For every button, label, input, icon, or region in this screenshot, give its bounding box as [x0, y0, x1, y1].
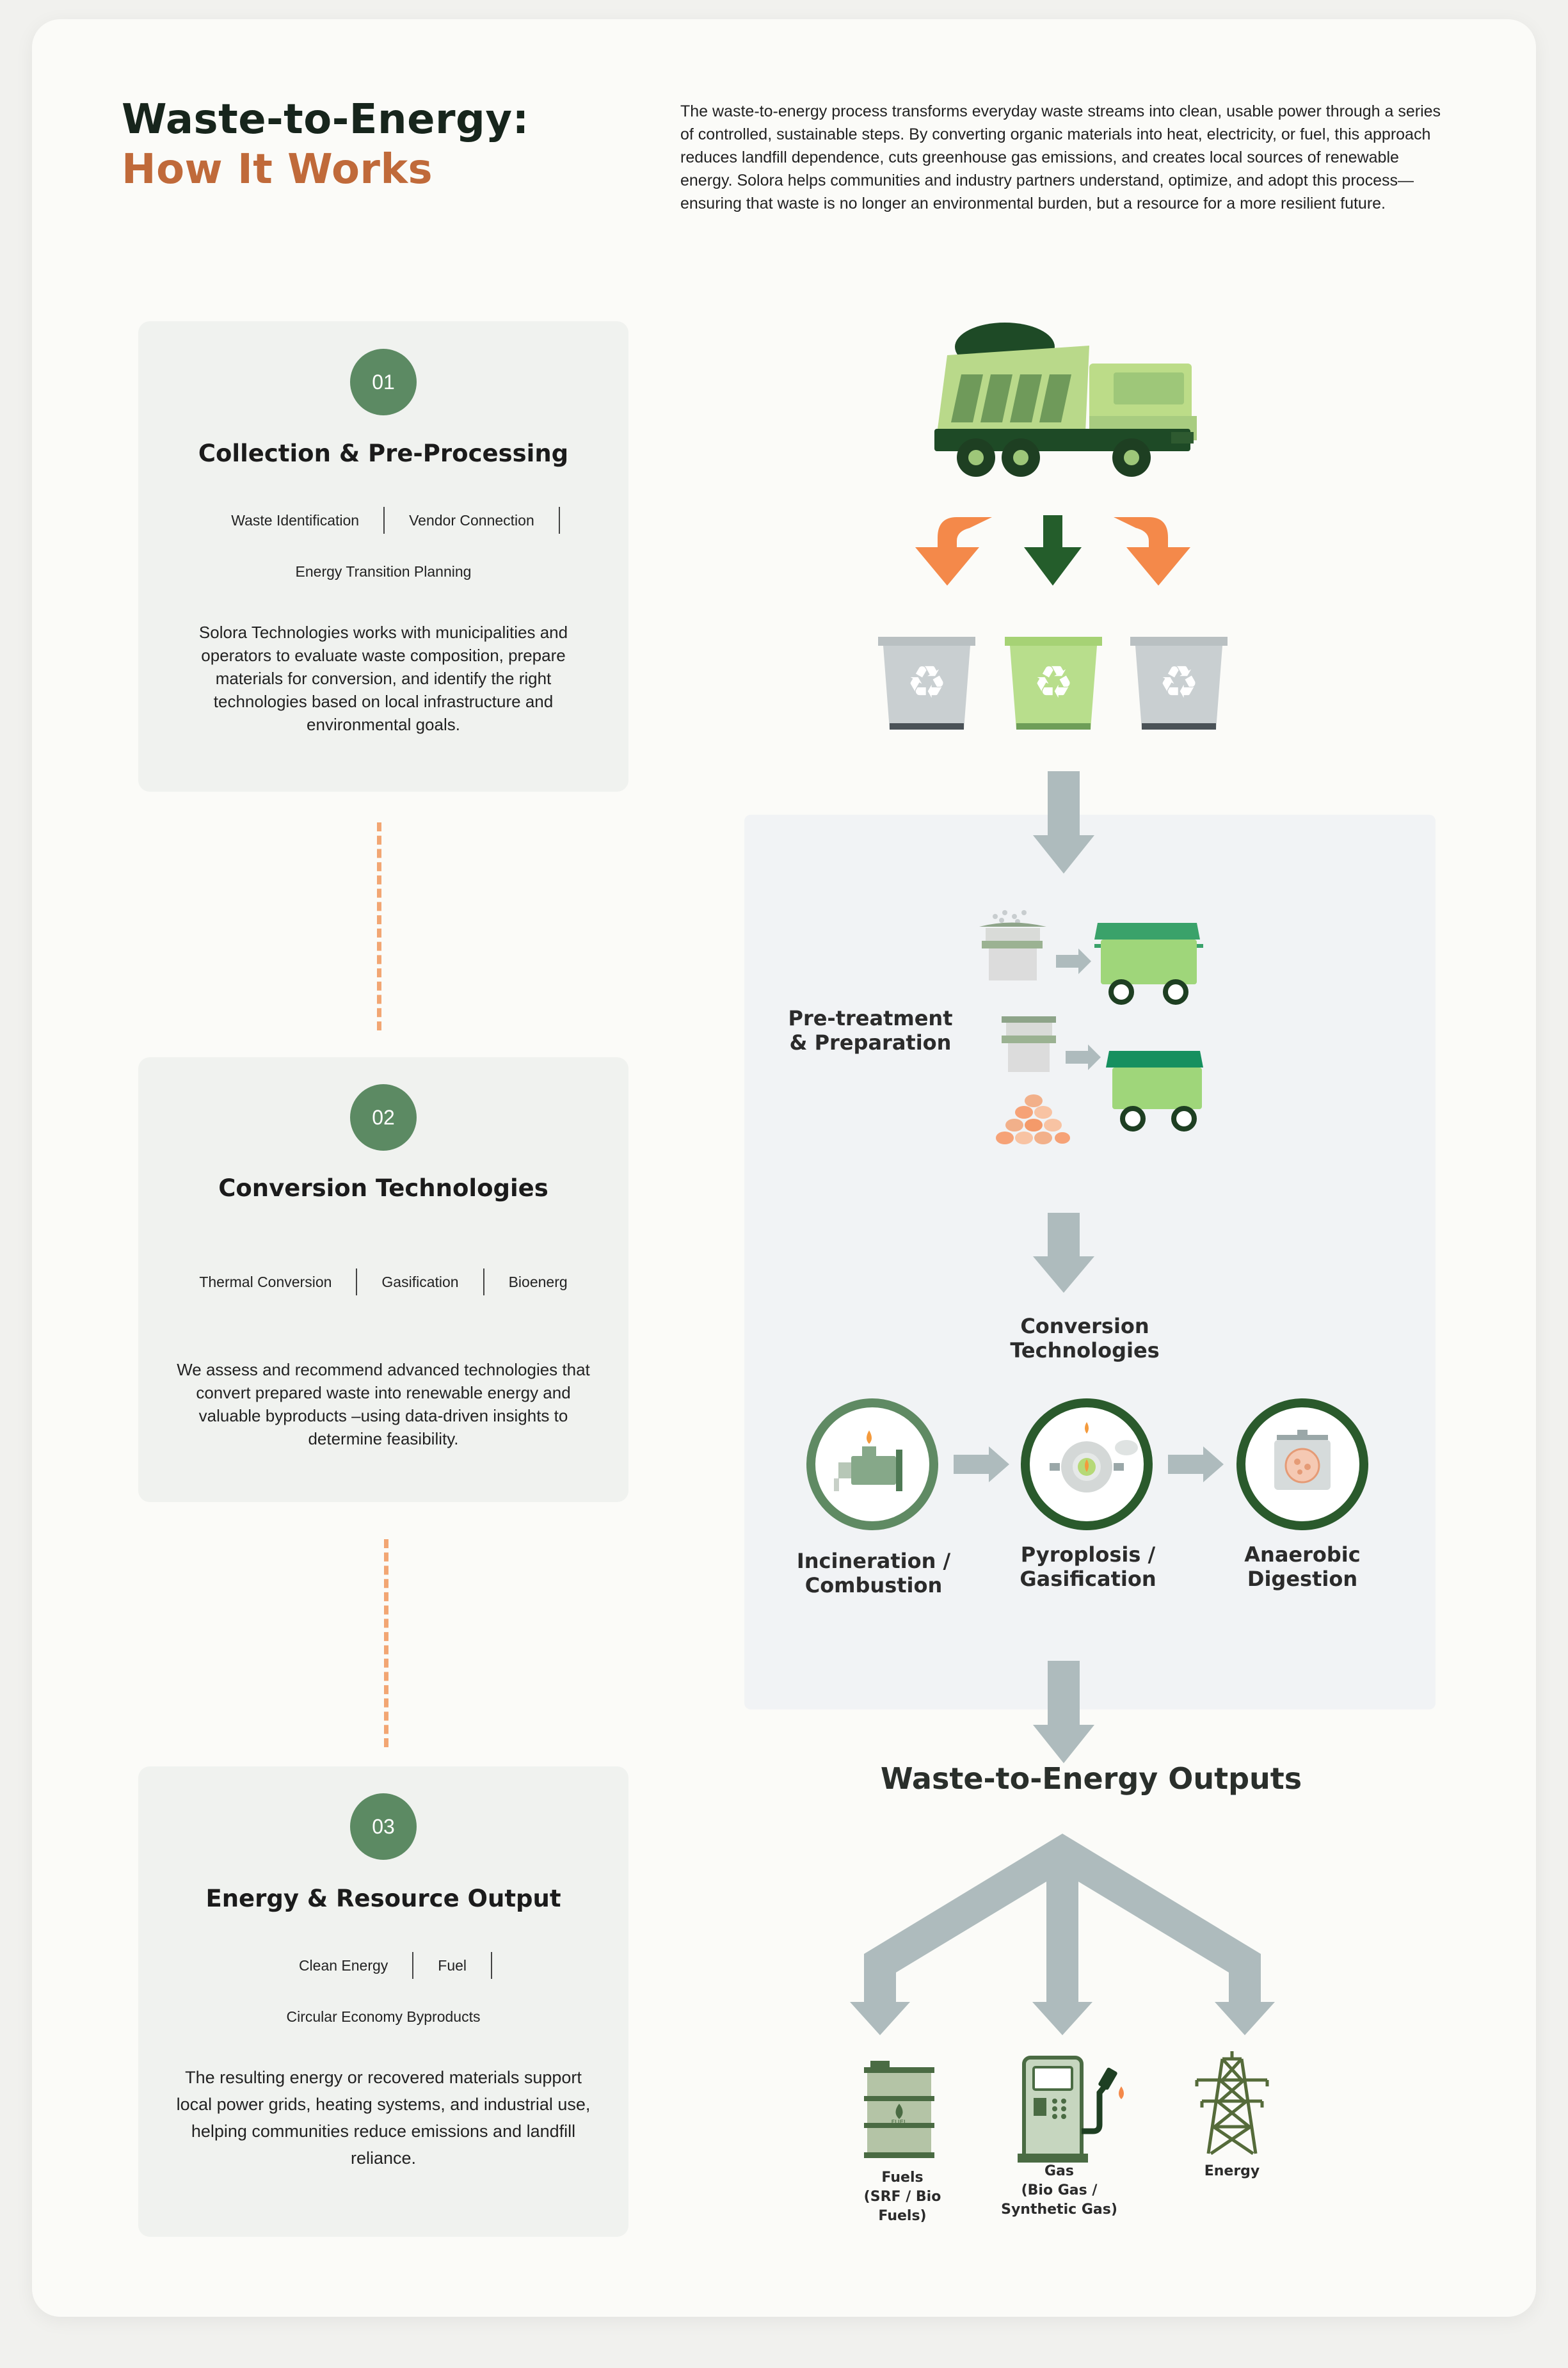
tag: Bioenerg	[508, 1274, 568, 1290]
tag: Thermal Conversion	[175, 1268, 357, 1295]
technology-icons	[803, 1395, 1379, 1536]
page-title: Waste-to-Energy:	[122, 96, 529, 143]
down-arrow	[1032, 771, 1096, 874]
page-subtitle: How It Works	[122, 146, 433, 193]
sorting-arrows	[912, 512, 1194, 589]
step-description: We assess and recommend advanced technologies that convert prepared waste into renewable energy and valuable byproducts –using data-driven insights to determine feasibility.	[177, 1360, 590, 1448]
recycle-bin-icon	[878, 637, 975, 730]
svg-text:FUEL: FUEL	[891, 2119, 908, 2126]
tag: Waste Identification	[207, 507, 385, 534]
gasifier-icon	[1025, 1403, 1148, 1526]
connector-dashed-line	[384, 1539, 388, 1747]
incinerator-icon	[811, 1403, 934, 1526]
recycle-bin-icon	[1005, 637, 1102, 730]
step-tags-row	[138, 558, 628, 585]
tag: Fuel	[413, 1952, 492, 1979]
tag: Vendor Connection	[385, 507, 560, 534]
right-arrow	[1168, 1446, 1224, 1482]
svg-text:♻: ♻	[906, 656, 947, 708]
step-number-badge: 01	[350, 349, 417, 415]
step-number-badge: 03	[350, 1793, 417, 1860]
pellets-icon	[996, 1094, 1070, 1144]
fuel-barrel-icon	[864, 2058, 979, 2163]
down-arrow	[1032, 1213, 1096, 1293]
right-arrow	[1056, 948, 1091, 974]
garbage-truck-icon	[922, 320, 1197, 490]
intro-paragraph: The waste-to-energy process transforms everyday waste streams into clean, usable power through a series of controlled, sustainable steps. By converting organic materials into heat, electricity, or fuel, this approach reduces landfill dependence, cuts greenhouse gas emissions, and creates local sources of renewable energy. Solora helps communities and industry partners understand, optimize, and adopt this process—ensuring that waste is no longer an environmental burden, but a resource for a more resilient future.	[680, 102, 1441, 212]
recycling-bins	[877, 634, 1235, 736]
tag: Circular Economy Byproducts	[286, 2008, 481, 2025]
tag: Energy Transition Planning	[295, 563, 472, 580]
technology-label: Anaerobic Digestion	[1244, 1542, 1361, 1591]
technology-label: Pyroplosis / Gasification	[1020, 1542, 1156, 1591]
step-tags-row	[138, 2003, 628, 2030]
step-tags-row	[138, 507, 628, 534]
step-tags-row	[138, 1268, 628, 1295]
step-number-badge: 02	[350, 1084, 417, 1151]
technology-label: Incineration / Combustion	[796, 1549, 951, 1597]
output-label: Gas (Bio Gas / Synthetic Gas)	[1001, 2163, 1117, 2218]
shredder-icon	[979, 910, 1046, 980]
dumpster-icon	[1106, 1051, 1203, 1129]
tag: Clean Energy	[275, 1952, 413, 1979]
recycle-bin-icon	[1130, 637, 1228, 730]
outputs-title: Waste-to-Energy Outputs	[880, 1761, 1302, 1796]
tag: Gasification	[357, 1268, 484, 1295]
dumpster-icon	[1094, 923, 1203, 1002]
conversion-label: Conversion Technologies	[1010, 1314, 1160, 1363]
gas-pump-icon	[1018, 2054, 1133, 2166]
step-card-1	[138, 321, 628, 792]
step-title: Energy & Resource Output	[205, 1885, 561, 1912]
right-arrow	[1066, 1044, 1101, 1070]
step-title: Collection & Pre-Processing	[198, 440, 569, 467]
svg-text:♻: ♻	[1033, 656, 1074, 708]
pretreatment-illustration	[973, 909, 1229, 1171]
power-tower-icon	[1190, 2051, 1274, 2157]
shredder-icon	[1002, 1016, 1056, 1072]
branching-arrows	[851, 1830, 1274, 2035]
connector-dashed-line	[377, 822, 381, 1030]
digester-icon	[1241, 1403, 1364, 1526]
down-arrow	[1032, 1661, 1096, 1763]
step-tags-row	[138, 1952, 628, 1979]
step-description: The resulting energy or recovered materials support local power grids, heating systems, and industrial use, helping communities reduce emissions and landfill reliance.	[176, 2068, 591, 2168]
step-card-3	[138, 1766, 628, 2237]
output-label: Fuels (SRF / Bio Fuels)	[863, 2170, 941, 2224]
output-label: Energy	[1204, 2163, 1260, 2179]
step-card-2	[138, 1057, 628, 1502]
right-arrow	[954, 1446, 1009, 1482]
svg-text:♻: ♻	[1158, 656, 1199, 708]
pretreatment-label: Pre-treatment & Preparation	[788, 1006, 953, 1055]
step-description: Solora Technologies works with municipalities and operators to evaluate waste composition, prepare materials for conversion, and identify the right technologies based on local infrastructure and environmental goals.	[198, 623, 568, 734]
step-title: Conversion Technologies	[218, 1174, 548, 1202]
